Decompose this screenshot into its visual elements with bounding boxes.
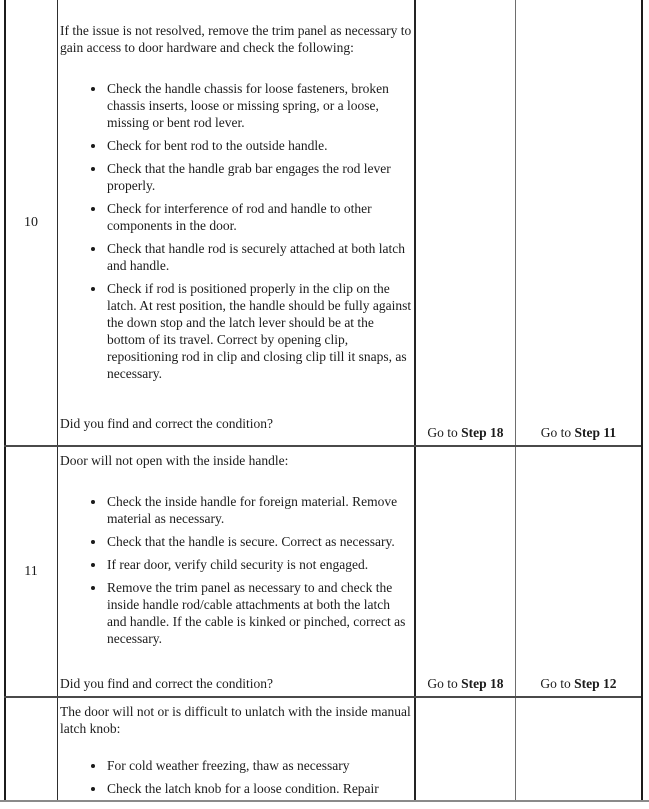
- no-cell: [516, 698, 641, 800]
- step-number-cell: [5, 0, 57, 445]
- checklist-item: • Check for bent rod to the outside handle.: [106, 137, 412, 154]
- step-number-cell: [5, 447, 57, 696]
- no-cell: [516, 0, 641, 445]
- yes-cell: [416, 447, 515, 696]
- no-cell: [516, 447, 641, 696]
- checklist-item: • Check the handle chassis for loose fasteners, broken chassis inserts, loose or missing spring, or a loose, missing or bent rod lever.: [106, 80, 412, 131]
- checklist-item: • Check for interference of rod and handle to other components in the door.: [106, 200, 412, 234]
- goto-yes: [416, 425, 515, 441]
- action-intro: The door will not or is difficult to unlatch with the inside manual latch knob:: [60, 704, 411, 736]
- step-number: 10: [24, 214, 38, 230]
- goto-step-ref: Step 18: [461, 676, 504, 691]
- goto-yes: [416, 676, 515, 692]
- checklist-item: • For cold weather freezing, thaw as necessary: [106, 757, 412, 774]
- step-number: 11: [24, 563, 38, 579]
- checklist-item: • Check that the handle grab bar engages the rod lever properly.: [106, 160, 412, 194]
- goto-step-ref: Step 12: [574, 676, 617, 691]
- goto-prefix: Go to: [540, 425, 575, 440]
- action-cell: [59, 0, 413, 445]
- yes-cell: [416, 0, 515, 445]
- checklist-item: • Remove the trim panel as necessary to and check the inside handle rod/cable attachments at both the latch and handle. If the cable is kinked or pinched, correct as necessary.: [106, 579, 412, 647]
- checklist-item: • Check the latch knob for a loose condition. Repair: [106, 780, 412, 797]
- action-checklist: [60, 80, 412, 382]
- goto-step-ref: Step 11: [574, 425, 617, 440]
- checklist-item: • If rear door, verify child security is not engaged.: [106, 556, 412, 573]
- condition-question: Did you find and correct the condition?: [60, 676, 273, 691]
- action-intro: Door will not open with the inside handle:: [60, 453, 289, 468]
- checklist-item: • Check that the handle is secure. Correct as necessary.: [106, 533, 412, 550]
- checklist-item: • Check that handle rod is securely attached at both latch and handle.: [106, 240, 412, 274]
- goto-no: [516, 676, 641, 692]
- table-border-right: [641, 0, 643, 801]
- condition-question: Did you find and correct the condition?: [60, 416, 273, 431]
- action-cell: [59, 698, 413, 800]
- checklist-item: • Check the inside handle for foreign material. Remove material as necessary.: [106, 493, 412, 527]
- step-number-cell: [5, 698, 57, 800]
- action-checklist: [60, 493, 412, 647]
- goto-step-ref: Step 18: [461, 425, 504, 440]
- goto-prefix: Go to: [540, 676, 575, 691]
- column-divider-step-action: [57, 0, 58, 801]
- checklist-item: • Check if rod is positioned properly in the clip on the latch. At rest position, the handle should be fully against the down stop and the latch lever should be at the bottom of its travel. Correct by opening clip, repositioning rod in clip and closing clip till it snaps, as necessary.: [106, 280, 412, 382]
- goto-prefix: Go to: [427, 676, 462, 691]
- action-intro: If the issue is not resolved, remove the trim panel as necessary to gain access to door hardware and check the following:: [60, 23, 412, 55]
- action-cell: [59, 447, 413, 696]
- yes-cell: [416, 698, 515, 800]
- action-checklist: [60, 757, 412, 797]
- goto-prefix: Go to: [427, 425, 462, 440]
- page-cut-line: [0, 800, 649, 802]
- goto-no: [516, 425, 641, 441]
